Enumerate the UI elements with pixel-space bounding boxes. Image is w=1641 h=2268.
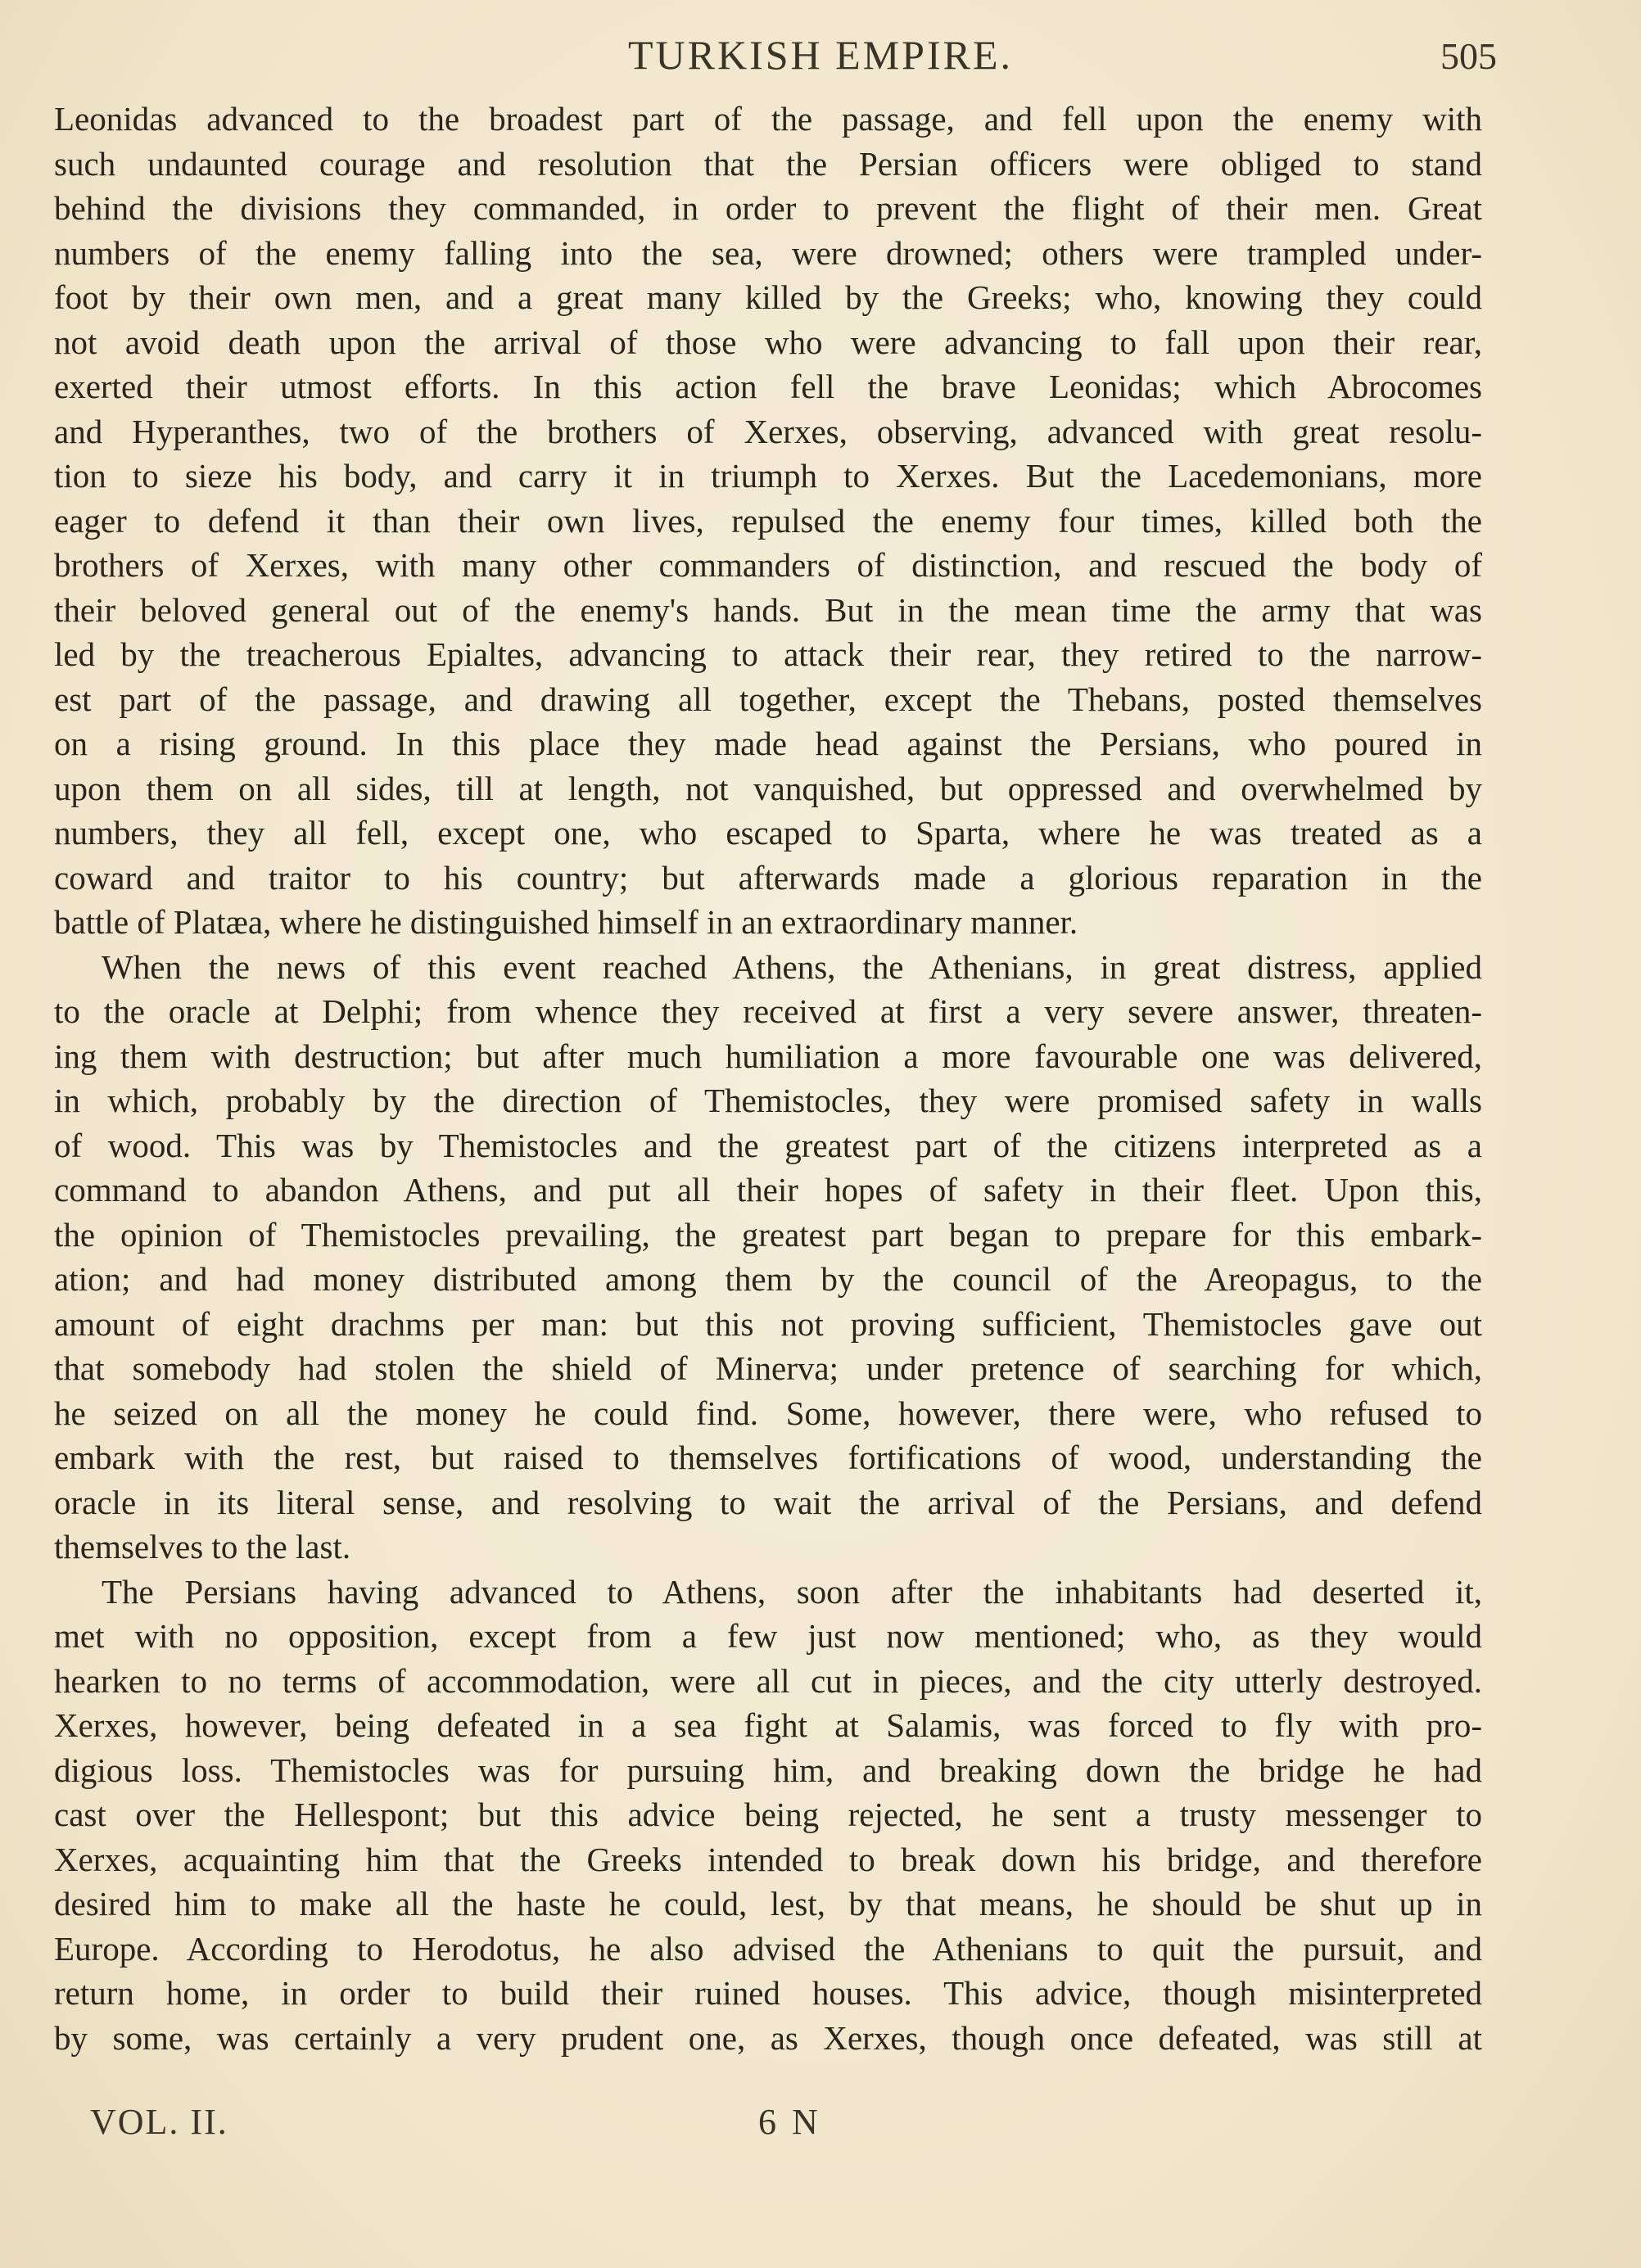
text-line: themselves to the last.	[54, 1528, 351, 1565]
page-number: 505	[1440, 35, 1497, 77]
text-line: exerted their utmost efforts. In this action fell the brave Leonidas; which Abrocomes	[54, 368, 1482, 405]
text-line: not avoid death upon the arrival of those who were advancing to fall upon their rear,	[54, 323, 1482, 361]
page-footer	[0, 2101, 1641, 2150]
text-line: such undaunted courage and resolution that the Persian officers were obliged to stand	[54, 144, 1482, 183]
text-line: eager to defend it than their own lives, repulsed the enemy four times, killed both the	[54, 501, 1482, 540]
paragraph-3	[54, 1570, 1482, 2061]
text-line: the opinion of Themistocles prevailing, the greatest part began to prepare for this embark-	[54, 1215, 1482, 1254]
text-line: ation; and had money distributed among them by the council of the Areopagus, to the	[54, 1260, 1482, 1298]
text-line: Xerxes, however, being defeated in a sea fight at Salamis, was forced to fly with pro-	[54, 1706, 1482, 1744]
text-line: their beloved general out of the enemy's hands. But in the mean time the army that was	[54, 590, 1482, 629]
text-line: on a rising ground. In this place they made head against the Persians, who poured in	[54, 725, 1482, 762]
text-line: led by the treacherous Epialtes, advancing to attack their rear, they retired to the narrow-	[54, 635, 1482, 673]
text-line: Xerxes, acquainting him that the Greeks intended to break down his bridge, and therefore	[54, 1840, 1482, 1878]
text-line: return home, in order to build their ruined houses. This advice, though misinterpreted	[54, 1974, 1482, 2012]
text-line: by some, was certainly a very prudent one, as Xerxes, though once defeated, was still at	[54, 2018, 1482, 2057]
text-line: and Hyperanthes, two of the brothers of Xerxes, observing, advanced with great resolu-	[54, 412, 1482, 450]
text-line: foot by their own men, and a great many killed by the Greeks; who, knowing they could	[54, 278, 1482, 316]
text-line: coward and traitor to his country; but afterwards made a glorious reparation in the	[54, 858, 1482, 897]
text-line: Europe. According to Herodotus, he also advised the Athenians to quit the pursuit, and	[54, 1929, 1482, 1968]
text-line: ing them with destruction; but after much humiliation a more favourable one was delivered,	[54, 1037, 1482, 1075]
text-line: to the oracle at Delphi; from whence they received at first a very severe answer, threaten-	[54, 992, 1482, 1030]
text-line: numbers, they all fell, except one, who escaped to Sparta, where he was treated as a	[54, 814, 1482, 852]
text-line: cast over the Hellespont; but this advice being rejected, he sent a trusty messenger to	[54, 1796, 1482, 1833]
text-line: met with no opposition, except from a few just now mentioned; who, as they would	[54, 1617, 1482, 1655]
text-line: in which, probably by the direction of Themistocles, they were promised safety in walls	[54, 1082, 1482, 1119]
paragraph-1	[54, 97, 1482, 945]
text-line: When the news of this event reached Athens, the Athenians, in great distress, applied	[102, 947, 1482, 986]
text-line: he seized on all the money he could find. Some, however, there were, who refused to	[54, 1394, 1482, 1432]
running-title: TURKISH EMPIRE.	[627, 32, 1014, 78]
text-line: amount of eight drachms per man: but this not proving sufficient, Themistocles gave out	[54, 1304, 1482, 1343]
text-line: The Persians having advanced to Athens, soon after the inhabitants had deserted it,	[102, 1572, 1482, 1611]
volume-number: VOL. II.	[90, 2102, 228, 2142]
text-line: embark with the rest, but raised to themselves fortifications of wood, understanding the	[54, 1439, 1482, 1476]
text-line: numbers of the enemy falling into the sea, were drowned; others were trampled under-	[54, 233, 1482, 272]
text-line: tion to sieze his body, and carry it in triumph to Xerxes. But the Lacedemonians, more	[54, 457, 1482, 495]
signature-mark: 6 N	[758, 2102, 821, 2142]
text-line: digious loss. Themistocles was for pursuing him, and breaking down the bridge he had	[54, 1751, 1482, 1789]
text-line: desired him to make all the haste he could, lest, by that means, he should be shut up in	[54, 1885, 1482, 1922]
running-head	[0, 25, 1641, 82]
text-line: command to abandon Athens, and put all their hopes of safety in their fleet. Upon this,	[54, 1171, 1482, 1209]
text-line: battle of Platæa, where he distinguished himself in an extraordinary manner.	[54, 903, 1078, 941]
text-line: est part of the passage, and drawing all together, except the Thebans, posted themselves	[54, 680, 1482, 718]
paragraph-2	[54, 945, 1482, 1570]
text-line: of wood. This was by Themistocles and the greatest part of the citizens interpreted as a	[54, 1126, 1482, 1164]
text-line: hearken to no terms of accommodation, were all cut in pieces, and the city utterly destroyed.	[54, 1661, 1482, 1700]
text-line: Leonidas advanced to the broadest part of the passage, and fell upon the enemy with	[54, 100, 1482, 138]
text-line: upon them on all sides, till at length, not vanquished, but oppressed and overwhelmed by	[54, 769, 1482, 807]
text-line: brothers of Xerxes, with many other commanders of distinction, and rescued the body of	[54, 546, 1482, 584]
text-line: that somebody had stolen the shield of Minerva; under pretence of searching for which,	[54, 1349, 1482, 1387]
text-line: oracle in its literal sense, and resolving to wait the arrival of the Persians, and defend	[54, 1483, 1482, 1521]
text-line: behind the divisions they commanded, in order to prevent the flight of their men. Great	[54, 189, 1482, 227]
body-text	[54, 97, 1482, 2060]
